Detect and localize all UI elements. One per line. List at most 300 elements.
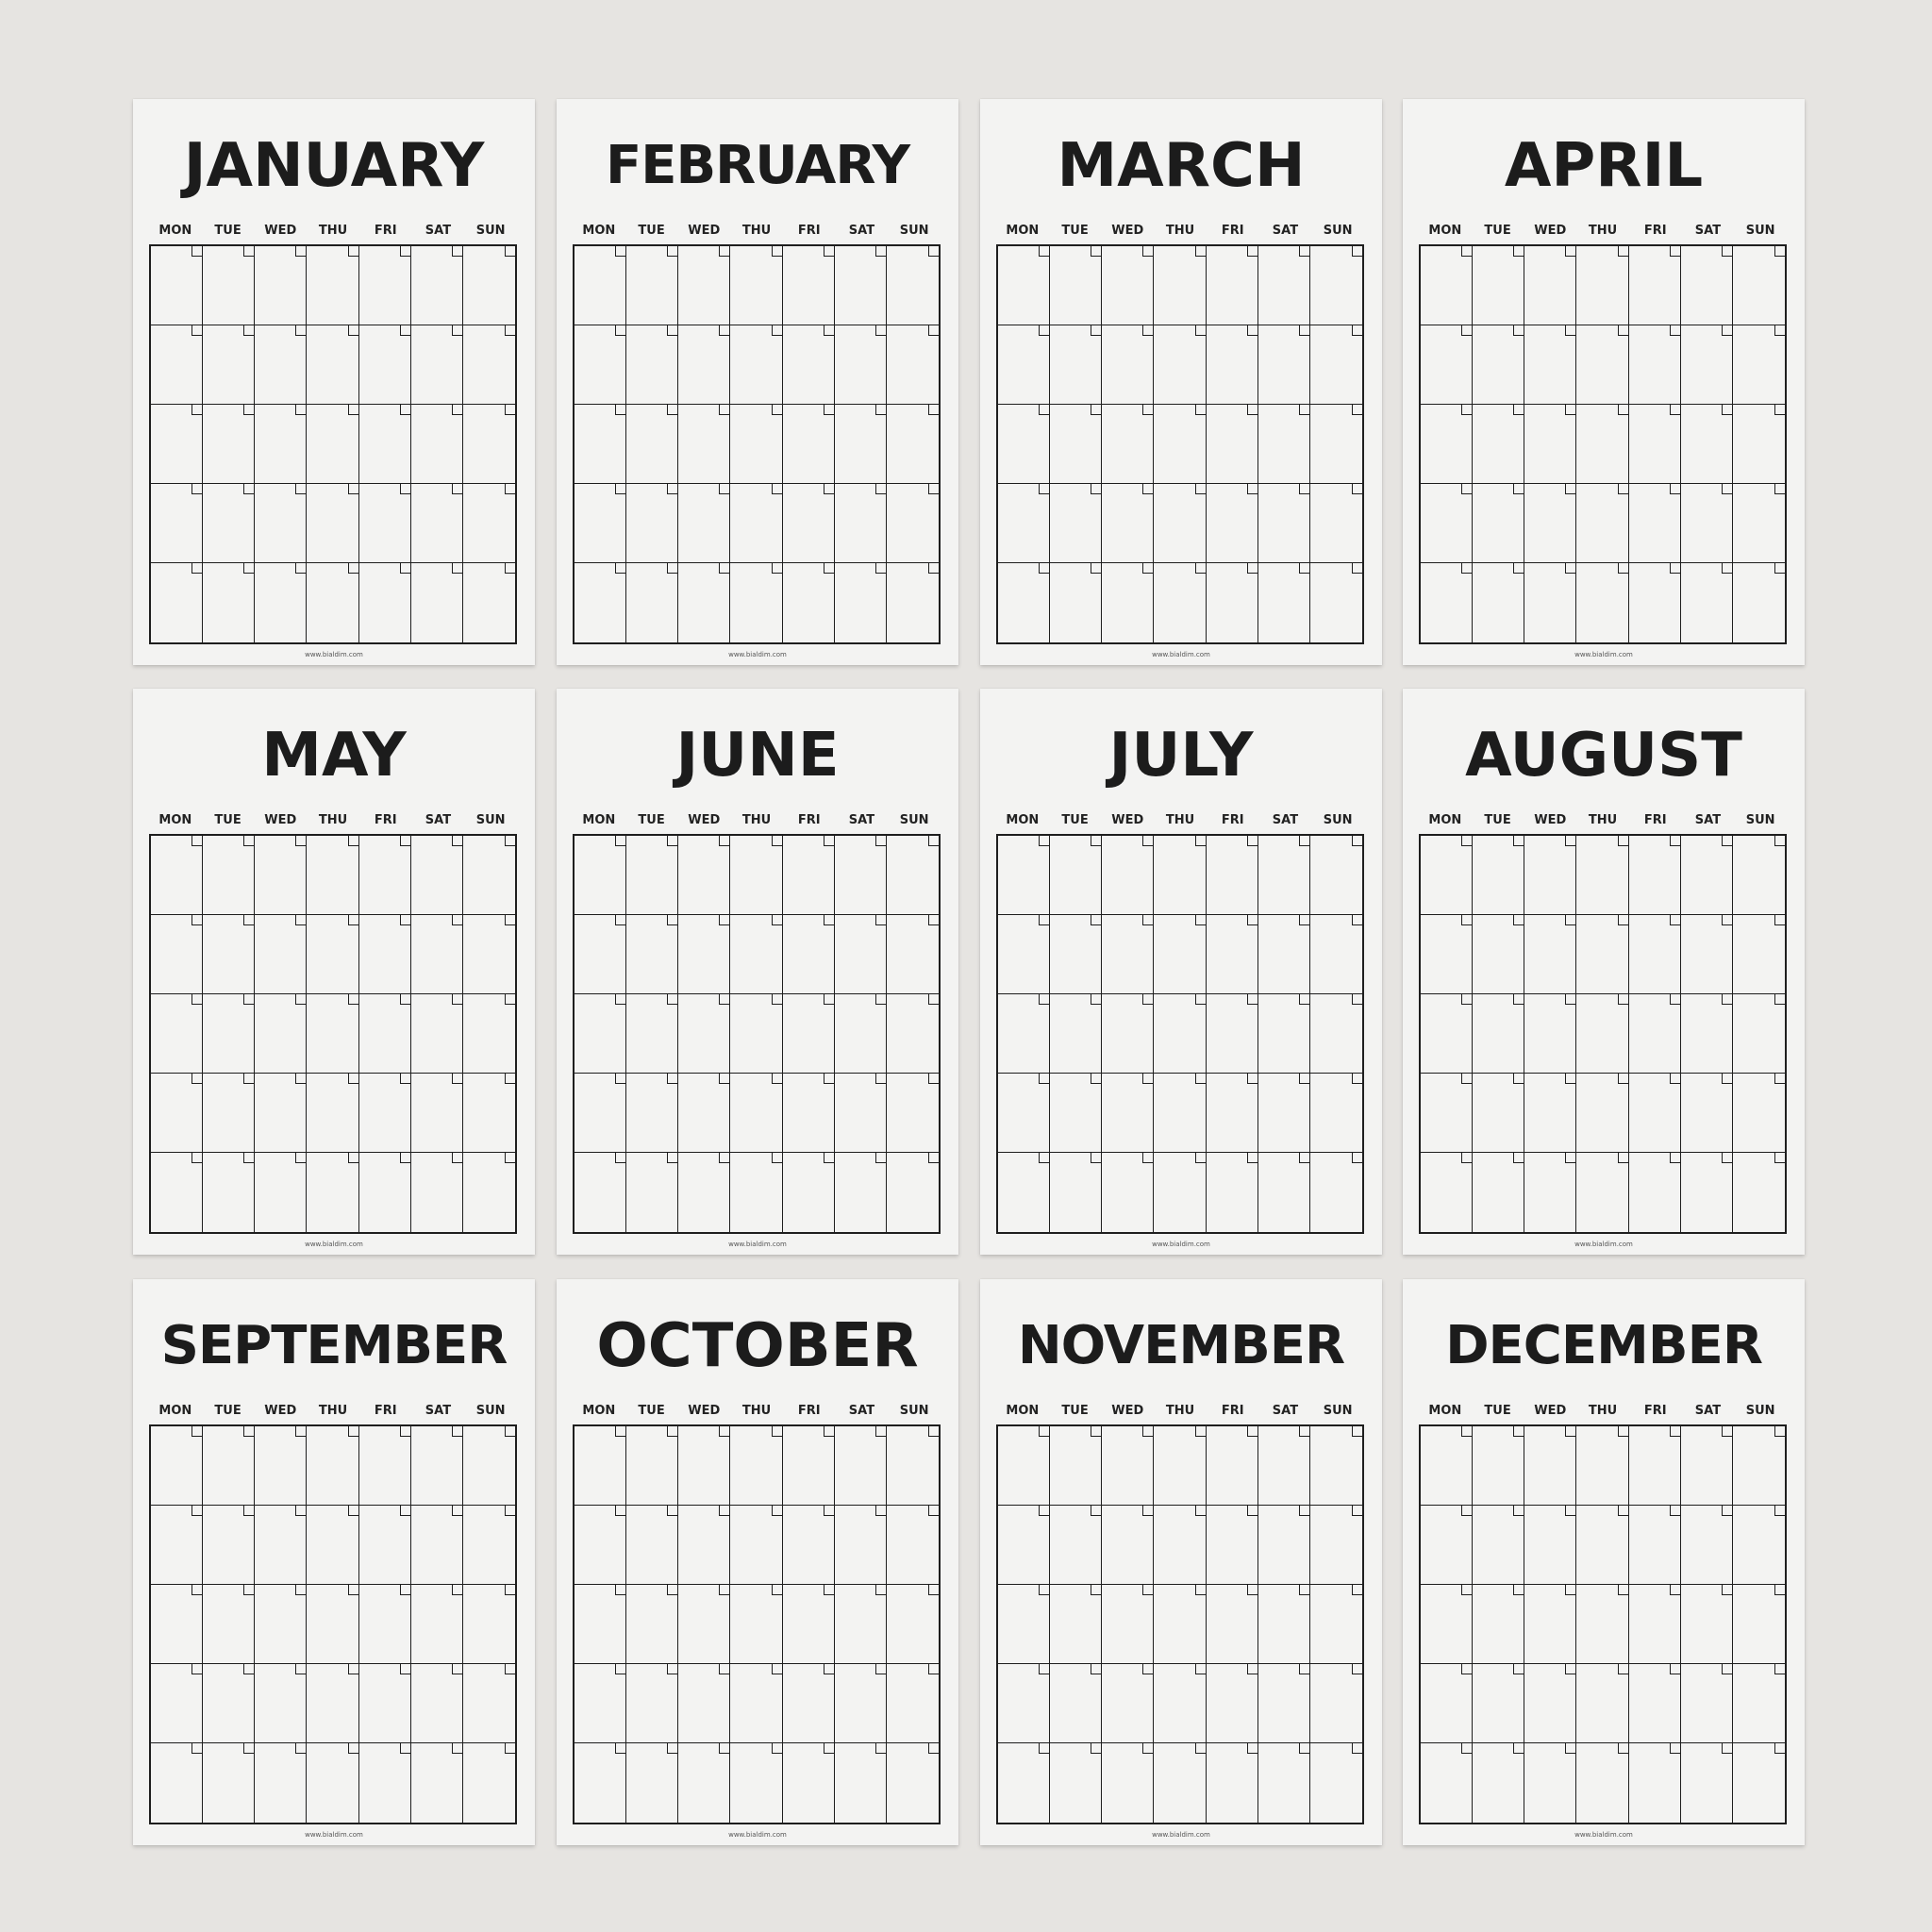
- day-cell: [887, 1153, 939, 1232]
- day-number-box: [772, 1743, 782, 1754]
- day-number-box: [1461, 1153, 1472, 1163]
- day-cell: [678, 1585, 730, 1664]
- day-number-box: [615, 1153, 625, 1163]
- day-number-box: [243, 484, 254, 494]
- month-title: AUGUST: [1465, 721, 1742, 791]
- day-number-box: [1722, 836, 1732, 846]
- day-number-box: [928, 1585, 939, 1595]
- day-number-box: [1618, 1074, 1628, 1084]
- day-number-box: [505, 1074, 515, 1084]
- day-number-box: [1091, 1153, 1101, 1163]
- day-cell: [1154, 325, 1206, 405]
- day-cell: [463, 563, 515, 642]
- day-number-box: [667, 1585, 677, 1595]
- day-cell: [1629, 563, 1681, 642]
- calendar-grid: [1419, 834, 1787, 1234]
- day-number-box: [505, 1743, 515, 1754]
- day-cell: [1050, 1506, 1102, 1585]
- day-number-box: [1142, 246, 1153, 257]
- day-number-box: [1195, 1426, 1206, 1437]
- day-number-box: [192, 1664, 202, 1674]
- day-number-box: [243, 1585, 254, 1595]
- day-number-box: [1565, 325, 1575, 336]
- day-number-box: [1195, 1506, 1206, 1516]
- day-cell: [1733, 563, 1785, 642]
- day-number-box: [1461, 405, 1472, 415]
- day-number-box: [1513, 1743, 1524, 1754]
- day-cell: [1473, 563, 1524, 642]
- day-number-box: [243, 915, 254, 925]
- day-number-box: [928, 405, 939, 415]
- day-number-box: [1618, 563, 1628, 574]
- day-cell: [1629, 1743, 1681, 1823]
- calendar-grid: [573, 244, 941, 644]
- day-number-box: [1352, 994, 1362, 1005]
- day-number-box: [1565, 1664, 1575, 1674]
- calendar-grid: [996, 244, 1364, 644]
- day-cell: [1154, 405, 1206, 484]
- weekday-label: WED: [688, 224, 721, 238]
- day-cell: [835, 563, 887, 642]
- day-number-box: [400, 246, 410, 257]
- day-cell: [1576, 1664, 1628, 1743]
- day-cell: [1050, 1074, 1102, 1153]
- day-number-box: [1461, 1074, 1472, 1084]
- day-cell: [1733, 1585, 1785, 1664]
- day-cell: [307, 484, 358, 563]
- day-number-box: [1774, 915, 1785, 925]
- footer-url: www.bialdim.com: [728, 651, 787, 658]
- day-cell: [203, 1426, 255, 1506]
- day-cell: [463, 1506, 515, 1585]
- day-cell: [1154, 915, 1206, 994]
- day-cell: [678, 563, 730, 642]
- day-cell: [1473, 1153, 1524, 1232]
- day-number-box: [1039, 325, 1049, 336]
- day-cell: [359, 1153, 411, 1232]
- day-number-box: [824, 325, 834, 336]
- day-number-box: [875, 246, 886, 257]
- day-number-box: [400, 563, 410, 574]
- day-cell: [1421, 1664, 1473, 1743]
- day-cell: [359, 405, 411, 484]
- day-cell: [887, 1426, 939, 1506]
- day-cell: [1681, 325, 1733, 405]
- day-number-box: [1670, 246, 1680, 257]
- day-number-box: [1461, 325, 1472, 336]
- day-number-box: [719, 994, 729, 1005]
- day-cell: [151, 1153, 203, 1232]
- day-cell: [626, 994, 678, 1074]
- footer-url: www.bialdim.com: [305, 1831, 363, 1839]
- day-cell: [463, 325, 515, 405]
- day-cell: [1733, 405, 1785, 484]
- day-cell: [998, 836, 1050, 915]
- day-number-box: [1774, 563, 1785, 574]
- day-number-box: [1195, 563, 1206, 574]
- footer-url: www.bialdim.com: [1574, 1241, 1633, 1248]
- day-number-box: [400, 1743, 410, 1754]
- day-number-box: [875, 325, 886, 336]
- day-cell: [1524, 484, 1576, 563]
- day-number-box: [1247, 836, 1257, 846]
- day-cell: [1154, 1743, 1206, 1823]
- day-number-box: [1247, 1426, 1257, 1437]
- day-cell: [1421, 836, 1473, 915]
- day-cell: [1681, 1426, 1733, 1506]
- day-cell: [307, 1074, 358, 1153]
- day-cell: [1050, 1153, 1102, 1232]
- day-number-box: [1722, 1426, 1732, 1437]
- day-cell: [1681, 1743, 1733, 1823]
- day-number-box: [452, 836, 462, 846]
- day-number-box: [348, 1153, 358, 1163]
- day-cell: [575, 915, 626, 994]
- day-number-box: [192, 1426, 202, 1437]
- weekday-label: SAT: [1694, 224, 1722, 238]
- day-cell: [411, 405, 463, 484]
- day-cell: [1207, 836, 1258, 915]
- day-number-box: [1142, 1585, 1153, 1595]
- day-cell: [887, 915, 939, 994]
- day-cell: [1629, 1426, 1681, 1506]
- weekday-label: THU: [1588, 1404, 1618, 1418]
- day-cell: [1310, 994, 1362, 1074]
- day-number-box: [1142, 484, 1153, 494]
- day-cell: [575, 1074, 626, 1153]
- day-cell: [1681, 1153, 1733, 1232]
- weekday-label: FRI: [374, 813, 397, 827]
- footer-url: www.bialdim.com: [305, 651, 363, 658]
- day-cell: [255, 1506, 307, 1585]
- day-cell: [835, 1585, 887, 1664]
- day-number-box: [1513, 1153, 1524, 1163]
- day-cell: [998, 484, 1050, 563]
- weekday-label: SAT: [848, 224, 875, 238]
- day-number-box: [667, 915, 677, 925]
- day-number-box: [875, 836, 886, 846]
- day-number-box: [875, 1743, 886, 1754]
- day-number-box: [1195, 1074, 1206, 1084]
- day-cell: [835, 1743, 887, 1823]
- day-number-box: [824, 1664, 834, 1674]
- weekday-label: FRI: [1221, 224, 1244, 238]
- weekday-label: WED: [1111, 1404, 1144, 1418]
- weekday-label: SUN: [1323, 224, 1353, 238]
- day-cell: [1050, 836, 1102, 915]
- day-number-box: [1722, 994, 1732, 1005]
- day-number-box: [824, 1153, 834, 1163]
- day-number-box: [295, 994, 306, 1005]
- day-cell: [1576, 1585, 1628, 1664]
- day-cell: [1576, 1153, 1628, 1232]
- day-number-box: [1195, 246, 1206, 257]
- day-number-box: [1565, 836, 1575, 846]
- day-cell: [1258, 1426, 1310, 1506]
- day-cell: [1258, 1664, 1310, 1743]
- day-number-box: [295, 1506, 306, 1516]
- day-number-box: [1039, 563, 1049, 574]
- day-number-box: [295, 1743, 306, 1754]
- day-number-box: [1091, 994, 1101, 1005]
- day-number-box: [295, 405, 306, 415]
- day-cell: [411, 915, 463, 994]
- day-cell: [463, 1426, 515, 1506]
- day-cell: [998, 405, 1050, 484]
- day-cell: [575, 246, 626, 325]
- weekday-label: SAT: [848, 813, 875, 827]
- day-number-box: [1722, 325, 1732, 336]
- day-cell: [678, 405, 730, 484]
- day-cell: [1258, 1074, 1310, 1153]
- day-number-box: [1670, 563, 1680, 574]
- weekday-label: MON: [1428, 224, 1462, 238]
- weekday-label: MON: [158, 1404, 192, 1418]
- day-cell: [1154, 1074, 1206, 1153]
- day-cell: [359, 1664, 411, 1743]
- day-number-box: [505, 405, 515, 415]
- weekday-label: WED: [688, 1404, 721, 1418]
- day-cell: [1733, 1506, 1785, 1585]
- day-number-box: [615, 1664, 625, 1674]
- day-number-box: [295, 1153, 306, 1163]
- weekday-label: THU: [318, 813, 348, 827]
- day-cell: [255, 836, 307, 915]
- day-cell: [1050, 915, 1102, 994]
- day-number-box: [615, 325, 625, 336]
- day-cell: [307, 836, 358, 915]
- day-number-box: [772, 325, 782, 336]
- day-number-box: [400, 1426, 410, 1437]
- calendar-grid: [1419, 1424, 1787, 1824]
- day-cell: [307, 1585, 358, 1664]
- day-cell: [463, 1074, 515, 1153]
- day-cell: [783, 1074, 835, 1153]
- day-cell: [1258, 1743, 1310, 1823]
- day-number-box: [667, 1426, 677, 1437]
- day-cell: [1102, 1664, 1154, 1743]
- day-number-box: [1565, 405, 1575, 415]
- day-number-box: [875, 1153, 886, 1163]
- day-number-box: [824, 405, 834, 415]
- day-cell: [678, 994, 730, 1074]
- day-number-box: [615, 836, 625, 846]
- day-number-box: [1618, 1664, 1628, 1674]
- day-cell: [203, 1664, 255, 1743]
- day-number-box: [928, 1506, 939, 1516]
- day-cell: [1629, 915, 1681, 994]
- day-number-box: [243, 325, 254, 336]
- day-number-box: [1299, 1074, 1309, 1084]
- weekday-label: SUN: [1745, 813, 1775, 827]
- weekday-label: SUN: [1323, 1404, 1353, 1418]
- day-cell: [203, 484, 255, 563]
- day-number-box: [928, 1426, 939, 1437]
- day-number-box: [505, 1506, 515, 1516]
- calendar-grid: [573, 834, 941, 1234]
- day-number-box: [1618, 246, 1628, 257]
- weekday-label: MON: [1006, 813, 1040, 827]
- day-number-box: [1299, 915, 1309, 925]
- day-cell: [1524, 1585, 1576, 1664]
- day-cell: [359, 994, 411, 1074]
- day-cell: [1629, 325, 1681, 405]
- day-cell: [887, 1506, 939, 1585]
- day-number-box: [1352, 1664, 1362, 1674]
- day-number-box: [400, 484, 410, 494]
- day-number-box: [1722, 1585, 1732, 1595]
- day-number-box: [875, 1426, 886, 1437]
- day-number-box: [719, 484, 729, 494]
- day-number-box: [615, 405, 625, 415]
- day-cell: [575, 1664, 626, 1743]
- day-cell: [151, 405, 203, 484]
- day-cell: [626, 484, 678, 563]
- day-number-box: [295, 1074, 306, 1084]
- day-cell: [1629, 1585, 1681, 1664]
- day-number-box: [1670, 484, 1680, 494]
- day-number-box: [295, 836, 306, 846]
- day-cell: [1050, 246, 1102, 325]
- weekday-label: SUN: [475, 1404, 506, 1418]
- weekday-label: MON: [582, 1404, 616, 1418]
- day-number-box: [452, 1743, 462, 1754]
- day-number-box: [824, 246, 834, 257]
- day-cell: [411, 1664, 463, 1743]
- day-number-box: [772, 1153, 782, 1163]
- day-cell: [626, 405, 678, 484]
- day-cell: [1310, 1506, 1362, 1585]
- calendar-sheet-april: [1403, 99, 1805, 665]
- day-cell: [730, 563, 782, 642]
- day-cell: [1524, 836, 1576, 915]
- day-number-box: [1195, 325, 1206, 336]
- day-number-box: [1091, 246, 1101, 257]
- day-number-box: [772, 915, 782, 925]
- day-cell: [1681, 484, 1733, 563]
- day-number-box: [875, 1074, 886, 1084]
- day-number-box: [1142, 1506, 1153, 1516]
- month-title: JANUARY: [183, 131, 485, 201]
- day-cell: [887, 563, 939, 642]
- weekday-label: THU: [1165, 1404, 1195, 1418]
- day-number-box: [1722, 1153, 1732, 1163]
- day-number-box: [1247, 1585, 1257, 1595]
- day-cell: [1310, 836, 1362, 915]
- calendar-sheet-march: [980, 99, 1382, 665]
- day-number-box: [1195, 994, 1206, 1005]
- day-cell: [1576, 1074, 1628, 1153]
- day-cell: [783, 1664, 835, 1743]
- day-number-box: [1670, 836, 1680, 846]
- day-cell: [203, 1074, 255, 1153]
- day-number-box: [719, 1506, 729, 1516]
- day-cell: [998, 1426, 1050, 1506]
- day-number-box: [243, 246, 254, 257]
- day-cell: [1681, 1585, 1733, 1664]
- day-number-box: [192, 1506, 202, 1516]
- day-number-box: [1670, 1585, 1680, 1595]
- weekday-label: MON: [1428, 813, 1462, 827]
- day-cell: [1524, 405, 1576, 484]
- day-cell: [783, 325, 835, 405]
- day-number-box: [1091, 563, 1101, 574]
- footer-url: www.bialdim.com: [1152, 651, 1210, 658]
- day-number-box: [452, 1664, 462, 1674]
- day-cell: [1473, 1585, 1524, 1664]
- weekday-label: FRI: [1221, 1404, 1244, 1418]
- day-cell: [1258, 325, 1310, 405]
- day-cell: [359, 1074, 411, 1153]
- day-number-box: [1195, 1585, 1206, 1595]
- day-cell: [307, 1664, 358, 1743]
- weekday-label: SUN: [475, 813, 506, 827]
- day-number-box: [1299, 484, 1309, 494]
- day-number-box: [1722, 1074, 1732, 1084]
- day-number-box: [505, 1585, 515, 1595]
- day-cell: [1733, 994, 1785, 1074]
- day-cell: [783, 1585, 835, 1664]
- day-number-box: [1299, 1426, 1309, 1437]
- day-number-box: [772, 484, 782, 494]
- day-cell: [730, 484, 782, 563]
- day-number-box: [1461, 246, 1472, 257]
- weekday-label: SUN: [1323, 813, 1353, 827]
- day-cell: [203, 1743, 255, 1823]
- day-number-box: [505, 484, 515, 494]
- day-number-box: [772, 1585, 782, 1595]
- day-cell: [1102, 915, 1154, 994]
- day-cell: [255, 915, 307, 994]
- day-cell: [1473, 1426, 1524, 1506]
- day-cell: [1207, 1743, 1258, 1823]
- day-cell: [1524, 1426, 1576, 1506]
- day-cell: [151, 484, 203, 563]
- day-number-box: [1195, 915, 1206, 925]
- day-number-box: [615, 1074, 625, 1084]
- day-number-box: [824, 836, 834, 846]
- day-number-box: [452, 915, 462, 925]
- weekday-label: SAT: [425, 813, 452, 827]
- day-number-box: [1565, 1506, 1575, 1516]
- day-number-box: [452, 484, 462, 494]
- month-title: SEPTEMBER: [160, 1315, 508, 1376]
- day-number-box: [400, 1585, 410, 1595]
- day-number-box: [1039, 405, 1049, 415]
- day-number-box: [243, 1743, 254, 1754]
- month-title: JUNE: [675, 721, 840, 791]
- day-number-box: [1039, 1664, 1049, 1674]
- weekday-label: SAT: [425, 1404, 452, 1418]
- day-cell: [1154, 246, 1206, 325]
- day-cell: [255, 484, 307, 563]
- day-cell: [1421, 915, 1473, 994]
- day-cell: [1421, 1585, 1473, 1664]
- day-cell: [783, 1153, 835, 1232]
- day-cell: [1050, 1743, 1102, 1823]
- weekday-label: THU: [1588, 224, 1618, 238]
- day-number-box: [719, 836, 729, 846]
- day-number-box: [824, 1743, 834, 1754]
- day-cell: [151, 1664, 203, 1743]
- day-number-box: [348, 1506, 358, 1516]
- day-cell: [1524, 1506, 1576, 1585]
- day-cell: [1310, 405, 1362, 484]
- calendar-sheet-january: [133, 99, 535, 665]
- day-cell: [835, 1506, 887, 1585]
- day-number-box: [719, 1664, 729, 1674]
- day-number-box: [1774, 1074, 1785, 1084]
